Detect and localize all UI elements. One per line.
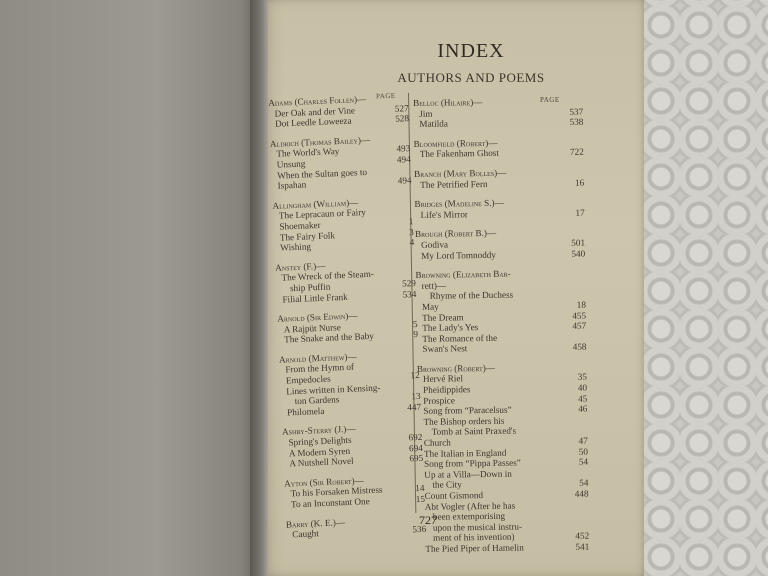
page-ref: 529: [401, 277, 417, 289]
poem-title: Filial Little Frank: [282, 291, 348, 305]
page-ref: 528: [394, 113, 410, 124]
poem-title: The Lady's Yes: [422, 322, 479, 333]
page-ref: 455: [572, 310, 587, 321]
page-ref: 527: [394, 102, 409, 114]
poem-title: ship Puffin: [289, 281, 331, 294]
page-label-left: PAGE: [375, 91, 396, 101]
poem-title: Hervé Riel: [422, 373, 464, 385]
poem-title: From the Hymn of: [285, 362, 355, 375]
poem-title: Shoemaker: [279, 219, 321, 232]
poem-title: Ispahan: [277, 179, 307, 191]
page-ref: 5: [412, 318, 418, 329]
page-ref: 18: [576, 299, 586, 310]
page-ref: 692: [408, 431, 423, 443]
left-column: [268, 92, 426, 540]
book-gutter: [250, 0, 268, 576]
poem-title: Pheidippides: [423, 384, 471, 395]
poem-title: Matilda: [419, 118, 449, 130]
author-heading: Adams (Charles Follen)—: [268, 93, 367, 108]
poem-title: The Dream: [421, 311, 464, 323]
poem-title: Tomb at Saint Praxed's: [431, 426, 517, 438]
page-ref: 447: [407, 401, 422, 413]
poem-title: Rhyme of the Duchess: [429, 289, 514, 302]
page-ref: 694: [408, 442, 423, 454]
index-page: [258, 0, 644, 576]
poem-title: Life's Mirror: [420, 208, 469, 220]
page-ref: [564, 289, 586, 300]
poem-title: Lines written in Kensing-: [286, 382, 381, 397]
page-ref: [567, 499, 589, 510]
poem-title: ment of his invention): [433, 532, 515, 544]
left-page: [0, 0, 262, 576]
poem-title: Unsung: [276, 158, 306, 170]
poem-title: ton Gardens: [294, 394, 340, 407]
page-ref: [566, 425, 588, 436]
author-heading: Ashby-Sterry (J.)—: [281, 424, 356, 438]
poem-title: Prospice: [423, 395, 455, 406]
page-ref: [566, 467, 588, 478]
poem-title: Philomela: [286, 405, 325, 418]
author-heading: Barry (K. E.)—: [285, 516, 346, 530]
poem-entry: [419, 542, 589, 555]
page-ref: 536: [412, 523, 427, 535]
page-ref: 3: [408, 226, 414, 237]
page-ref: 538: [569, 116, 584, 128]
poem-title: The Italian in England: [423, 447, 507, 459]
wallpaper-background: [640, 0, 768, 576]
page-ref: 15: [415, 493, 426, 505]
poem-title: Jim: [419, 108, 433, 119]
page-ref: 541: [575, 541, 590, 552]
poem-title: Der Oak and der Vine: [274, 104, 356, 119]
poem-title: A Modern Syren: [288, 445, 351, 459]
author-heading: Browning (Elizabeth Bar-: [415, 268, 511, 281]
author-heading: Browning (Robert)—: [416, 362, 496, 374]
poem-title: Count Gismond: [424, 490, 484, 501]
page-subtitle: AUTHORS AND POEMS: [397, 70, 545, 85]
poem-title: The Wreck of the Steam-: [281, 269, 375, 283]
poem-title: The Bishop orders his: [423, 415, 505, 427]
page-ref: 1: [408, 215, 414, 227]
page-label-right: PAGE: [540, 96, 560, 104]
page-ref: [564, 278, 586, 289]
page-ref: 457: [572, 320, 587, 331]
author-heading: Arnold (Sir Edwin)—: [277, 310, 358, 324]
page-ref: 54: [578, 456, 589, 467]
page-ref: 14: [415, 483, 425, 494]
page-ref: 9: [413, 329, 419, 340]
page-ref: 448: [574, 488, 589, 499]
poem-title: The Petrified Fern: [420, 178, 488, 190]
author-heading: Bridges (Madeline S.)—: [414, 197, 504, 210]
page-ref: 45: [577, 393, 588, 404]
author-heading: Branch (Mary Bolles)—: [413, 167, 507, 179]
page-ref: [567, 520, 589, 531]
page-ref: 16: [574, 177, 585, 188]
page-ref: 4: [409, 237, 415, 248]
poem-title: The Snake and the Baby: [283, 331, 375, 345]
poem-title: The Fakenham Ghost: [419, 148, 499, 160]
page-ref: 17: [575, 207, 585, 218]
page-ref: 40: [577, 382, 588, 393]
page-ref: [565, 414, 587, 425]
page-ref: 501: [571, 237, 586, 248]
page-ref: [564, 331, 586, 342]
page-ref: 458: [572, 341, 587, 353]
poem-title: Church: [423, 437, 451, 448]
poem-title: The Lepracaun or Fairy: [278, 207, 367, 221]
author-heading: Arnold (Matthew)—: [278, 351, 357, 365]
poem-title: The Pied Piper of Hamelin: [425, 542, 524, 554]
page-ref: 540: [571, 248, 586, 259]
page-ref: 54: [579, 477, 589, 489]
author-heading: Belloc (Hilaire)—: [413, 97, 483, 108]
right-column: [413, 96, 589, 555]
poem-title: Up at a Villa—Down in: [424, 468, 512, 480]
page-ref: 537: [569, 106, 584, 117]
page-ref: [567, 510, 589, 521]
poem-title: When the Sultan goes to: [277, 166, 368, 181]
poem-title: Song from “Pippa Passes”: [424, 457, 521, 470]
poem-title: The Romance of the: [422, 332, 498, 344]
poem-title: been extemporising: [432, 510, 506, 522]
poem-title: To an Inconstant One: [290, 496, 370, 510]
poem-title: Empedocles: [285, 373, 331, 386]
poem-title: To his Forsaken Mistress: [290, 484, 383, 499]
poem-title: My Lord Tomnoddy: [421, 249, 496, 261]
poem-title: The World's Way: [276, 146, 340, 160]
poem-title: the City: [432, 479, 462, 491]
poem-title: May: [421, 301, 439, 312]
poem-title: Caught: [292, 528, 320, 540]
page-ref: 494: [396, 154, 411, 165]
page-ref: 35: [577, 372, 587, 383]
poem-title: upon the musical instru-: [432, 521, 523, 533]
page-ref: 50: [578, 446, 589, 457]
poem-title: The Fairy Folk: [279, 229, 336, 243]
page-ref: 46: [578, 403, 588, 414]
poem-title: rett)—: [421, 280, 447, 291]
poem-title: Spring's Delights: [288, 434, 352, 448]
page-ref: 452: [575, 530, 590, 542]
author-heading: Bloomfield (Robert)—: [413, 137, 498, 149]
page-ref: 494: [397, 175, 412, 186]
page-ref: 493: [396, 143, 411, 155]
poem-title: Dot Leedle Loweeza: [274, 115, 352, 129]
author-heading: Ayton (Sir Robert)—: [283, 475, 364, 489]
poem-title: Wishing: [280, 241, 312, 253]
poem-title: Swan's Nest: [422, 343, 468, 355]
author-heading: Anstey (F.)—: [274, 260, 326, 273]
page-ref: 12: [410, 369, 420, 381]
poem-title: Song from “Paracelsus”: [423, 404, 512, 417]
author-heading: Brough (Robert B.)—: [414, 228, 497, 240]
page-ref: 722: [569, 146, 584, 158]
author-heading: Allingham (William)—: [272, 197, 359, 211]
author-heading: Aldrich (Thomas Bailey)—: [269, 134, 371, 149]
page-ref: 534: [402, 288, 417, 300]
page-number: 727: [419, 513, 437, 527]
poem-title: Abt Vogler (After he has: [424, 500, 516, 512]
poem-title: A Rajpüt Nurse: [283, 321, 342, 335]
poem-title: A Nutshell Novel: [289, 455, 354, 469]
page-title: INDEX: [437, 40, 505, 62]
page-ref: 695: [409, 453, 424, 464]
page-ref: 47: [578, 435, 588, 446]
poem-title: Godiva: [420, 239, 449, 250]
page-ref: 13: [411, 391, 421, 402]
